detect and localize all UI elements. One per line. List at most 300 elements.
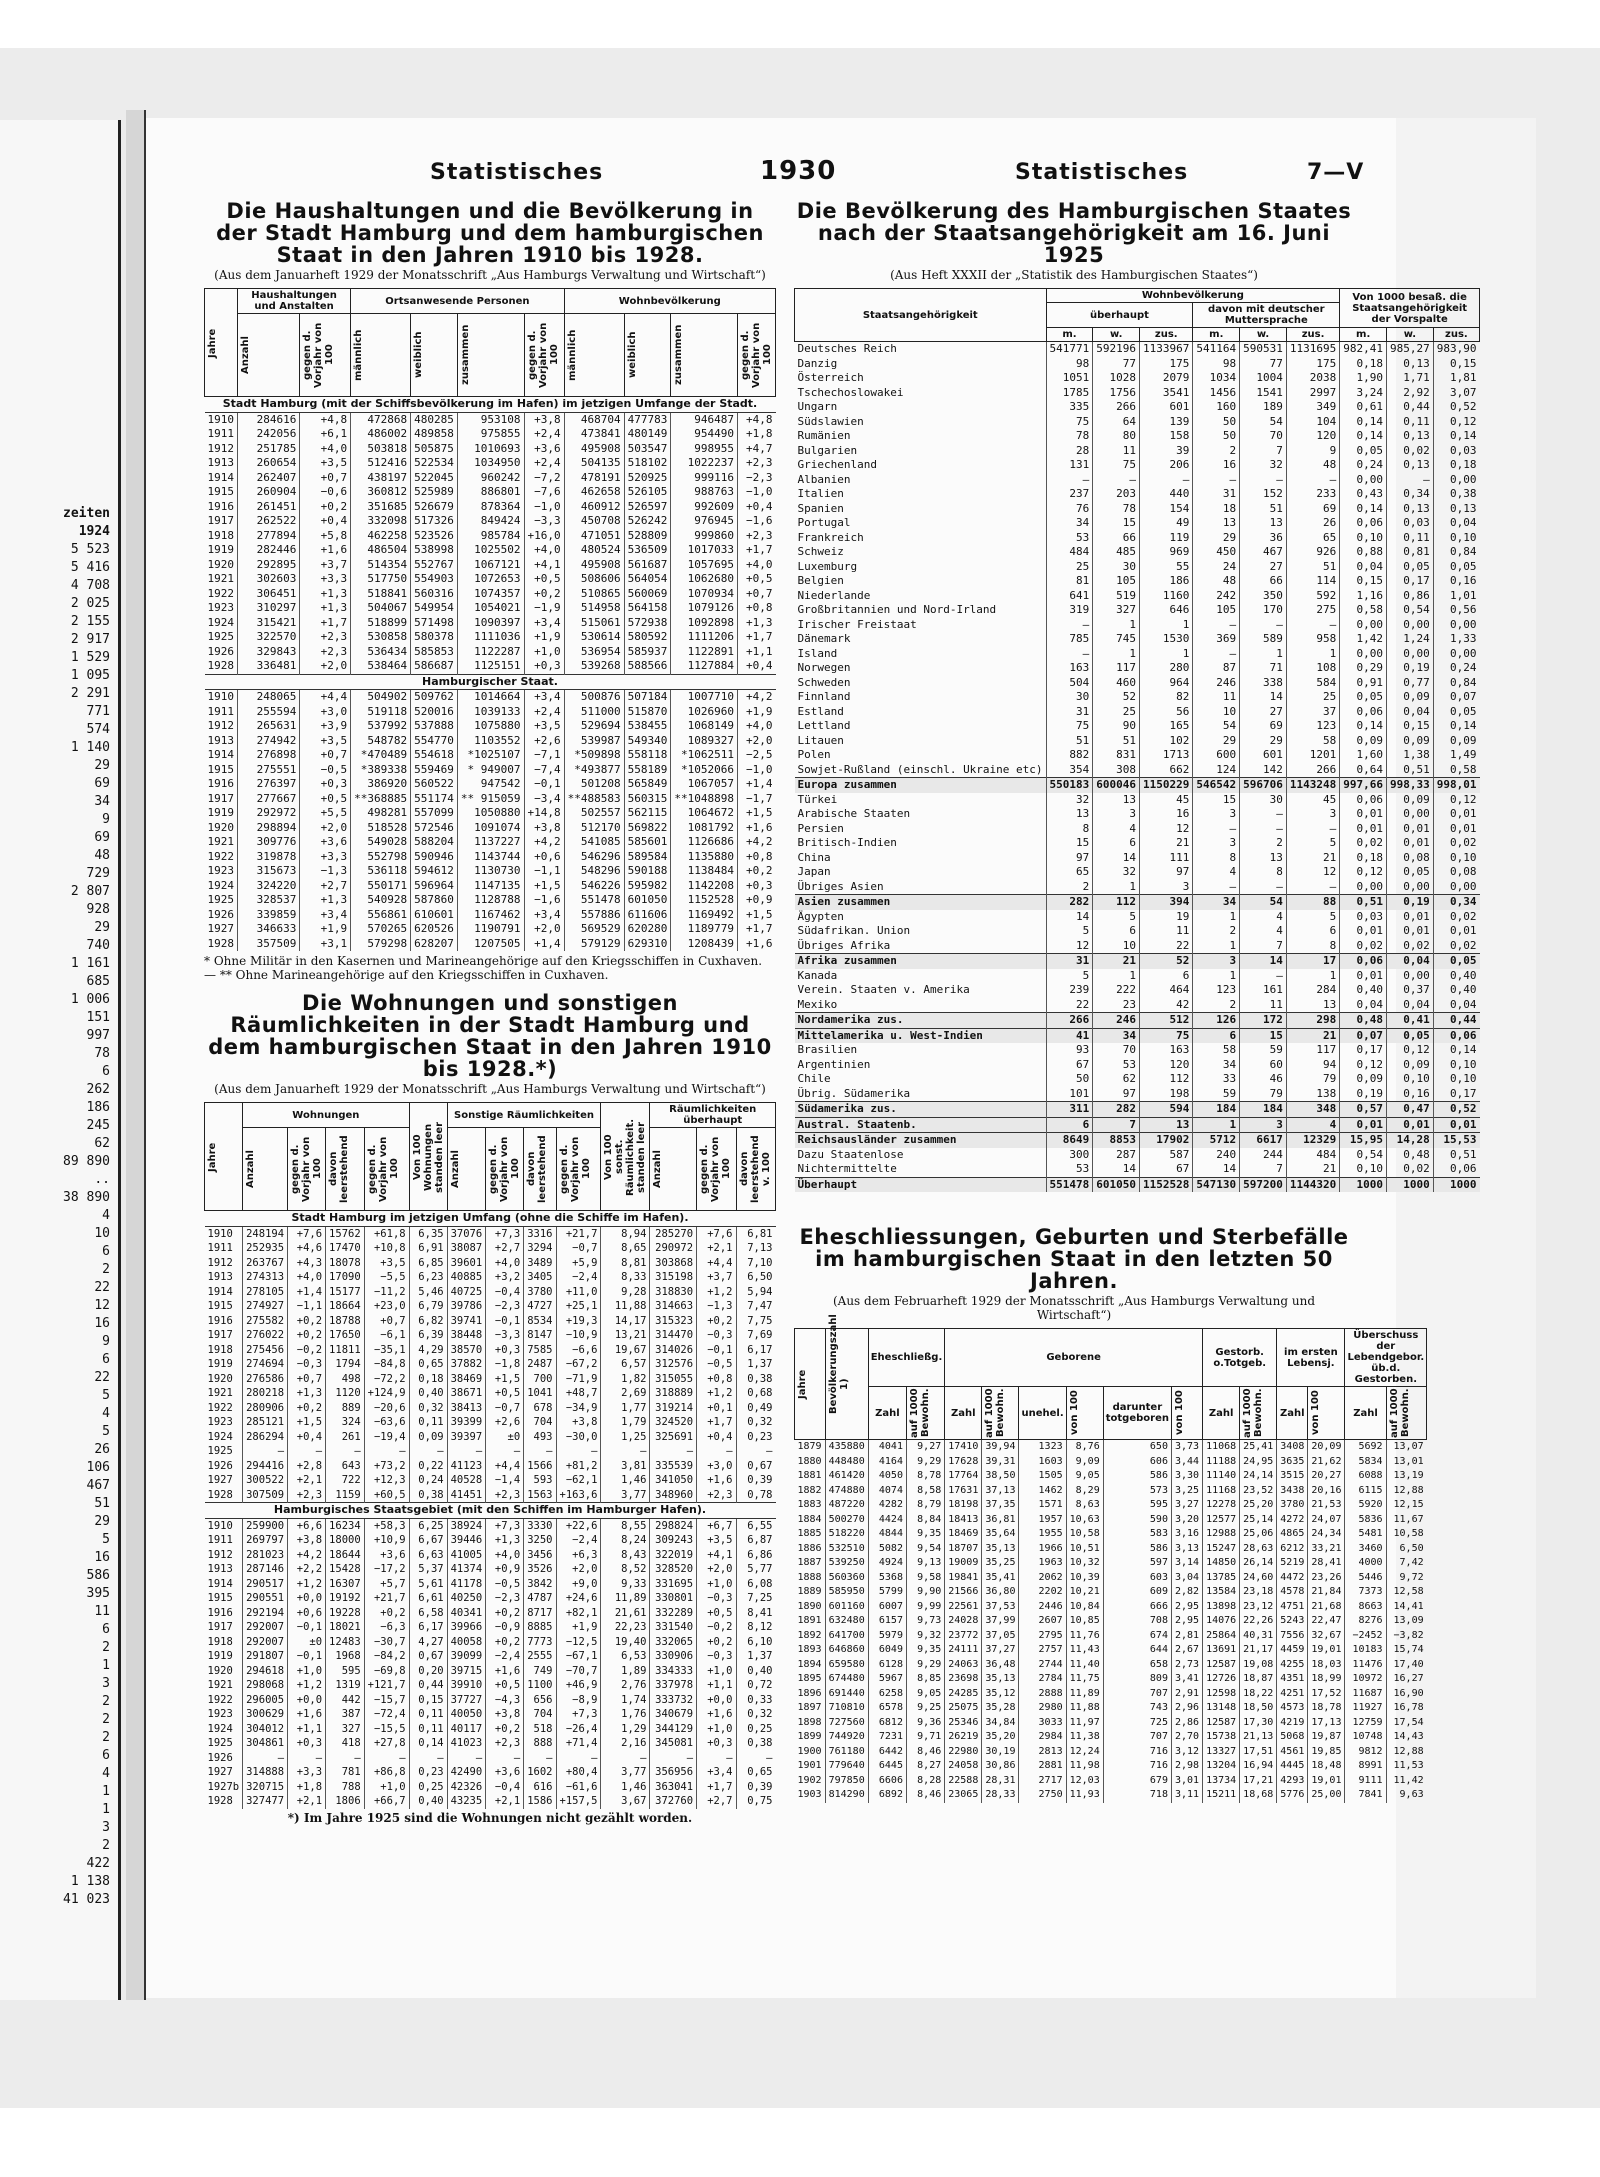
- cell: 1111206: [671, 630, 738, 645]
- cell: 10,58: [1386, 1527, 1427, 1542]
- table-row: [205, 558, 776, 573]
- cell: 564054: [624, 572, 671, 587]
- cell: 17,51: [1240, 1745, 1277, 1760]
- cell: 339859: [238, 908, 300, 923]
- cell: +7,3: [556, 1707, 601, 1722]
- cell: +0,2: [364, 1606, 409, 1621]
- cell: 344129: [650, 1722, 697, 1737]
- cell: 0,11: [1387, 415, 1434, 430]
- cell: 10,63: [1066, 1513, 1103, 1528]
- cell: 530858: [351, 630, 411, 645]
- cell: 356956: [650, 1765, 697, 1780]
- table-row: [795, 1455, 1427, 1470]
- cell: 18,03: [1308, 1658, 1345, 1673]
- table-row: [205, 1518, 776, 1533]
- cell: −0,6: [300, 485, 351, 500]
- cell: 5,61: [409, 1577, 447, 1592]
- cell: 502557: [564, 806, 624, 821]
- cell: 7,42: [1386, 1556, 1427, 1571]
- cell: 0,54: [1387, 603, 1434, 618]
- table-row: [795, 357, 1480, 372]
- cell: 788: [326, 1780, 365, 1795]
- cell: 6,82: [409, 1314, 447, 1329]
- cell: 606: [1103, 1455, 1171, 1470]
- cell: 386920: [351, 777, 411, 792]
- cell: 0,08: [1433, 865, 1479, 880]
- cell: −1,3: [697, 1299, 736, 1314]
- cell: 1133967: [1140, 342, 1193, 357]
- cell: 300629: [243, 1707, 288, 1722]
- cell: 292194: [243, 1606, 288, 1621]
- cell: 0,78: [736, 1488, 775, 1503]
- cell: 6606: [868, 1774, 906, 1789]
- cell: 541771: [1046, 342, 1093, 357]
- cell: 7773: [524, 1635, 556, 1650]
- cell: 124: [1193, 763, 1240, 778]
- cell: 530614: [564, 630, 624, 645]
- cell: 39910: [447, 1678, 486, 1693]
- cell: 39786: [447, 1299, 486, 1314]
- cell: 761180: [825, 1745, 868, 1760]
- cell: 17470: [326, 1241, 365, 1256]
- cell: —: [524, 1444, 556, 1459]
- cell: +0,0: [288, 1591, 326, 1606]
- cell: 37727: [447, 1693, 486, 1708]
- table-row: [795, 1043, 1480, 1058]
- cell: 2607: [1019, 1614, 1066, 1629]
- cell: +3,5: [697, 1533, 736, 1548]
- cell: +3,5: [524, 719, 564, 734]
- row-label: Verein. Staaten v. Amerika: [797, 983, 970, 996]
- cell: 537992: [351, 719, 411, 734]
- cell: 348960: [650, 1488, 697, 1503]
- cell: 19009: [945, 1556, 982, 1571]
- cell: 1530: [1140, 632, 1193, 647]
- row-label: 1879: [797, 1441, 822, 1452]
- row-label: 1913: [207, 1271, 233, 1283]
- cell: 0,05: [1433, 954, 1479, 969]
- cell: 13148: [1203, 1701, 1240, 1716]
- cell: 98: [1193, 357, 1240, 372]
- cell: 0,86: [1387, 589, 1434, 604]
- cell: 23,12: [1240, 1600, 1277, 1615]
- cell: 643: [326, 1459, 365, 1474]
- cell: 21,53: [1308, 1498, 1345, 1513]
- cell: 6212: [1277, 1542, 1308, 1557]
- cell: 9812: [1345, 1745, 1386, 1760]
- cell: 1152528: [671, 893, 738, 908]
- cell: +1,8: [288, 1780, 326, 1795]
- cell: 26: [1286, 516, 1339, 531]
- cell: 1: [1093, 618, 1140, 633]
- cell: 716: [1103, 1745, 1171, 1760]
- cell: 15: [1240, 1028, 1287, 1043]
- cell: 1: [1093, 647, 1140, 662]
- cell: 501208: [564, 777, 624, 792]
- cell: 320715: [243, 1780, 288, 1795]
- cell: 31: [1046, 705, 1093, 720]
- cell: 331540: [650, 1620, 697, 1635]
- cell: 16,27: [1386, 1672, 1427, 1687]
- cell: 659580: [825, 1658, 868, 1673]
- row-label: Belgien: [797, 574, 844, 587]
- cell: 953108: [457, 412, 524, 427]
- cell: 585950: [825, 1585, 868, 1600]
- cell: 6,10: [736, 1635, 775, 1650]
- cell: 21,17: [1240, 1643, 1277, 1658]
- table-row: [205, 1401, 776, 1416]
- cell: 6,17: [736, 1343, 775, 1358]
- cell: 13204: [1203, 1759, 1240, 1774]
- table-row: [205, 1343, 776, 1358]
- cell: 1,37: [736, 1649, 775, 1664]
- row-label: Japan: [797, 865, 831, 878]
- table-row: [205, 1241, 776, 1256]
- cell: +3,7: [300, 558, 351, 573]
- cell: 641: [1046, 589, 1093, 604]
- cell: 487220: [825, 1498, 868, 1513]
- cell: —: [1240, 822, 1287, 837]
- cell: 438197: [351, 471, 411, 486]
- row-label: 1922: [207, 1693, 233, 1706]
- cell: −0,5: [697, 1357, 736, 1372]
- cell: 888: [524, 1736, 556, 1751]
- cell: 14,43: [1386, 1730, 1427, 1745]
- cell: 36,80: [982, 1585, 1019, 1600]
- cell: —: [1193, 473, 1240, 488]
- cell: +2,4: [524, 456, 564, 471]
- cell: 18469: [945, 1527, 982, 1542]
- table2-source: (Aus dem Januarheft 1929 der Monatsschrift „Aus Hamburgs Verwaltung und Wirtschaft“): [214, 1082, 766, 1096]
- cell: 13327: [1203, 1745, 1240, 1760]
- table-row: [205, 601, 776, 616]
- cell: 314470: [650, 1328, 697, 1343]
- cell: 93: [1046, 1043, 1093, 1058]
- table-row: [205, 1314, 776, 1329]
- cell: 306451: [238, 587, 300, 602]
- cell: 514354: [351, 558, 411, 573]
- cell: 3330: [524, 1518, 556, 1533]
- cell: 3,41: [1171, 1672, 1202, 1687]
- cell: 3: [1140, 880, 1193, 895]
- cell: 36,81: [982, 1513, 1019, 1528]
- cell: 11: [1140, 924, 1193, 939]
- cell: +0,2: [697, 1635, 736, 1650]
- cell: +0,5: [524, 572, 564, 587]
- cell: +4,0: [486, 1256, 524, 1271]
- cell: 10,21: [1066, 1585, 1103, 1600]
- cell: 504135: [564, 456, 624, 471]
- cell: −19,4: [364, 1430, 409, 1445]
- cell: 154: [1140, 502, 1193, 517]
- cell: 54: [1240, 415, 1287, 430]
- header-page-number: 7—V: [1307, 160, 1365, 185]
- cell: 18021: [326, 1620, 365, 1635]
- cell: 76: [1046, 502, 1093, 517]
- stub-value: 740: [86, 938, 110, 953]
- cell: 16,94: [1240, 1759, 1277, 1774]
- cell: 13,07: [1386, 1440, 1427, 1455]
- cell: 3,27: [1171, 1498, 1202, 1513]
- cell: 24: [1193, 560, 1240, 575]
- cell: −0,1: [524, 777, 564, 792]
- cell: 6,58: [409, 1606, 447, 1621]
- cell: —: [1240, 618, 1287, 633]
- cell: 554903: [411, 572, 458, 587]
- cell: 3460: [1345, 1542, 1386, 1557]
- cell: 4865: [1277, 1527, 1308, 1542]
- cell: +2,7: [697, 1794, 736, 1809]
- table-row: [795, 574, 1480, 589]
- cell: 541085: [564, 835, 624, 850]
- cell: 1,29: [601, 1722, 650, 1737]
- cell: +2,3: [737, 456, 775, 471]
- row-label: Lettland: [797, 719, 851, 732]
- cell: 8,76: [1066, 1440, 1103, 1455]
- cell: 387: [326, 1707, 365, 1722]
- table-row: [795, 1571, 1427, 1586]
- cell: 9,73: [906, 1614, 944, 1629]
- row-label: 1928: [207, 936, 234, 950]
- cell: 286294: [243, 1430, 288, 1445]
- cell: 275456: [243, 1343, 288, 1358]
- table-row: [795, 734, 1480, 749]
- cell: 66: [1093, 531, 1140, 546]
- cell: 594: [1140, 1102, 1193, 1118]
- stub-value: 467: [86, 1478, 110, 1493]
- cell: 269797: [243, 1533, 288, 1548]
- cell: 1,49: [1433, 748, 1479, 763]
- cell: 30: [1046, 690, 1093, 705]
- cell: 596706: [1240, 778, 1287, 793]
- cell: 6812: [868, 1716, 906, 1731]
- stub-value: 729: [86, 866, 110, 881]
- cell: 1089327: [671, 734, 738, 749]
- cell: 1169492: [671, 908, 738, 923]
- cell: 1: [1240, 647, 1287, 662]
- cell: 969: [1140, 545, 1193, 560]
- cell: 10,32: [1066, 1556, 1103, 1571]
- cell: 8,79: [906, 1498, 944, 1513]
- cell: −1,6: [737, 514, 775, 529]
- cell: —: [326, 1444, 365, 1459]
- cell: —: [409, 1751, 447, 1766]
- cell: 1126686: [671, 835, 738, 850]
- cell: 3: [1193, 954, 1240, 969]
- row-label: 1889: [797, 1586, 822, 1597]
- cell: +6,1: [300, 427, 351, 442]
- cell: 710810: [825, 1701, 868, 1716]
- cell: 11,40: [1066, 1658, 1103, 1673]
- cell: 315421: [238, 616, 300, 631]
- cell: 442: [326, 1693, 365, 1708]
- cell: 19,87: [1308, 1730, 1345, 1745]
- cell: +22,6: [556, 1518, 601, 1533]
- cell: 15: [1046, 836, 1093, 851]
- row-label: Danzig: [797, 356, 838, 370]
- cell: −62,1: [556, 1473, 601, 1488]
- cell: 28,41: [1308, 1556, 1345, 1571]
- cell: +4,2: [737, 835, 775, 850]
- cell: 629310: [624, 937, 671, 952]
- cell: +1,9: [737, 705, 775, 720]
- row-label: 1913: [207, 1563, 233, 1575]
- table-row: [795, 1701, 1427, 1716]
- cell: 21,13: [1240, 1730, 1277, 1745]
- table-row: [795, 545, 1480, 560]
- cell: 39741: [447, 1314, 486, 1329]
- table-row: [205, 659, 776, 674]
- cell: 4844: [868, 1527, 906, 1542]
- cell: ** 915059: [457, 792, 524, 807]
- cell: 327477: [243, 1794, 288, 1809]
- cell: 1: [1193, 910, 1240, 925]
- cell: +10,9: [364, 1533, 409, 1548]
- cell: 3: [1193, 807, 1240, 822]
- cell: 983,90: [1433, 342, 1479, 357]
- cell: 707: [1103, 1687, 1171, 1702]
- cell: 557886: [564, 908, 624, 923]
- cell: 8717: [524, 1606, 556, 1621]
- row-label: 1912: [207, 1256, 233, 1269]
- cell: 4293: [1277, 1774, 1308, 1789]
- row-label: 1917: [207, 791, 234, 805]
- cell: 25,20: [1240, 1498, 1277, 1513]
- row-label: 1910: [207, 1227, 233, 1240]
- cell: 25346: [945, 1716, 982, 1731]
- cell: 45: [1140, 793, 1193, 808]
- cell: 32,67: [1308, 1629, 1345, 1644]
- cell: 87: [1193, 661, 1240, 676]
- row-label: 1903: [797, 1789, 822, 1800]
- stub-value: 62: [94, 1136, 110, 1151]
- cell: 1806: [326, 1794, 365, 1809]
- cell: 7: [1093, 1117, 1140, 1133]
- cell: 2,81: [1171, 1629, 1202, 1644]
- cell: 6007: [868, 1600, 906, 1615]
- cell: 3489: [524, 1256, 556, 1271]
- cell: 67: [1046, 1058, 1093, 1073]
- cell: 341050: [650, 1473, 697, 1488]
- cell: 8147: [524, 1328, 556, 1343]
- cell: 580378: [411, 630, 458, 645]
- cell: +19,3: [556, 1314, 601, 1329]
- cell: 40885: [447, 1270, 486, 1285]
- cell: 0,49: [736, 1401, 775, 1416]
- table-row: [795, 1484, 1427, 1499]
- row-label: 1911: [207, 1534, 233, 1546]
- cell: +0,5: [697, 1606, 736, 1621]
- cell: 982,41: [1340, 342, 1387, 357]
- cell: 277894: [238, 529, 300, 544]
- cell: 1189779: [671, 922, 738, 937]
- table-row: [795, 1087, 1480, 1102]
- cell: +4,6: [288, 1241, 326, 1256]
- cell: 0,22: [409, 1459, 447, 1474]
- cell: −12,5: [556, 1635, 601, 1650]
- cell: +4,0: [737, 558, 775, 573]
- cell: 280: [1140, 661, 1193, 676]
- cell: —: [1286, 880, 1339, 895]
- table-row: [205, 1693, 776, 1708]
- cell: 285270: [650, 1226, 697, 1241]
- cell: 327: [326, 1722, 365, 1737]
- cell: −2,4: [556, 1533, 601, 1548]
- cell: 37,27: [982, 1643, 1019, 1658]
- cell: −71,9: [556, 1372, 601, 1387]
- cell: 536509: [624, 543, 671, 558]
- table-row: [795, 661, 1480, 676]
- cell: 42490: [447, 1765, 486, 1780]
- stub-value: 2 291: [70, 686, 110, 701]
- cell: 34: [1193, 895, 1240, 910]
- stub-value: 2: [102, 1640, 110, 1655]
- table3-title: Die Bevölkerung des Hamburgischen Staates nach der Staatsangehörigkeit am 16. Juni 1925: [796, 199, 1352, 267]
- cell: 2784: [1019, 1672, 1066, 1687]
- cell: 97: [1140, 865, 1193, 880]
- cell: +157,5: [556, 1794, 601, 1809]
- cell: −35,1: [364, 1343, 409, 1358]
- row-label: Polen: [797, 748, 831, 761]
- cell: 40250: [447, 1591, 486, 1606]
- stub-value: 1 138: [70, 1874, 110, 1889]
- cell: 517326: [411, 514, 458, 529]
- cell: −6,6: [556, 1343, 601, 1358]
- table-row: [795, 487, 1480, 502]
- cell: +0,6: [524, 850, 564, 865]
- cell: 65: [1286, 531, 1339, 546]
- cell: 975855: [457, 427, 524, 442]
- row-label: Mexiko: [797, 997, 838, 1011]
- table-row: [795, 719, 1480, 734]
- cell: 2,76: [601, 1678, 650, 1693]
- cell: −63,6: [364, 1415, 409, 1430]
- cell: 335: [1046, 400, 1093, 415]
- cell: 39099: [447, 1649, 486, 1664]
- row-label: Übrig. Südamerika: [797, 1086, 911, 1100]
- row-label: 1928: [207, 1795, 233, 1807]
- cell: 1,33: [1433, 632, 1479, 647]
- table-row: [795, 1788, 1427, 1803]
- cell: 25075: [945, 1701, 982, 1716]
- cell: 515870: [624, 705, 671, 720]
- cell: 40528: [447, 1473, 486, 1488]
- cell: 595982: [624, 879, 671, 894]
- cell: 11: [1240, 998, 1287, 1013]
- cell: 369: [1193, 632, 1240, 647]
- left-page-stub-column: [0, 505, 110, 1909]
- cell: 6115: [1345, 1484, 1386, 1499]
- cell: 11068: [1203, 1440, 1240, 1455]
- cell: 4219: [1277, 1716, 1308, 1731]
- cell: 23,18: [1240, 1585, 1277, 1600]
- cell: 41123: [447, 1459, 486, 1474]
- cell: 52: [1140, 954, 1193, 969]
- stub-value: 9: [102, 812, 110, 827]
- cell: —: [1240, 969, 1287, 984]
- table-row: [795, 1072, 1480, 1087]
- cell: 529694: [564, 719, 624, 734]
- cell: 4164: [868, 1455, 906, 1470]
- cell: +1,5: [288, 1415, 326, 1430]
- cell: +5,8: [300, 529, 351, 544]
- cell: 1,46: [601, 1780, 650, 1795]
- cell: +2,1: [486, 1794, 524, 1809]
- cell: +71,4: [556, 1736, 601, 1751]
- table-row: [205, 1620, 776, 1635]
- cell: 5481: [1345, 1527, 1386, 1542]
- cell: +2,0: [300, 821, 351, 836]
